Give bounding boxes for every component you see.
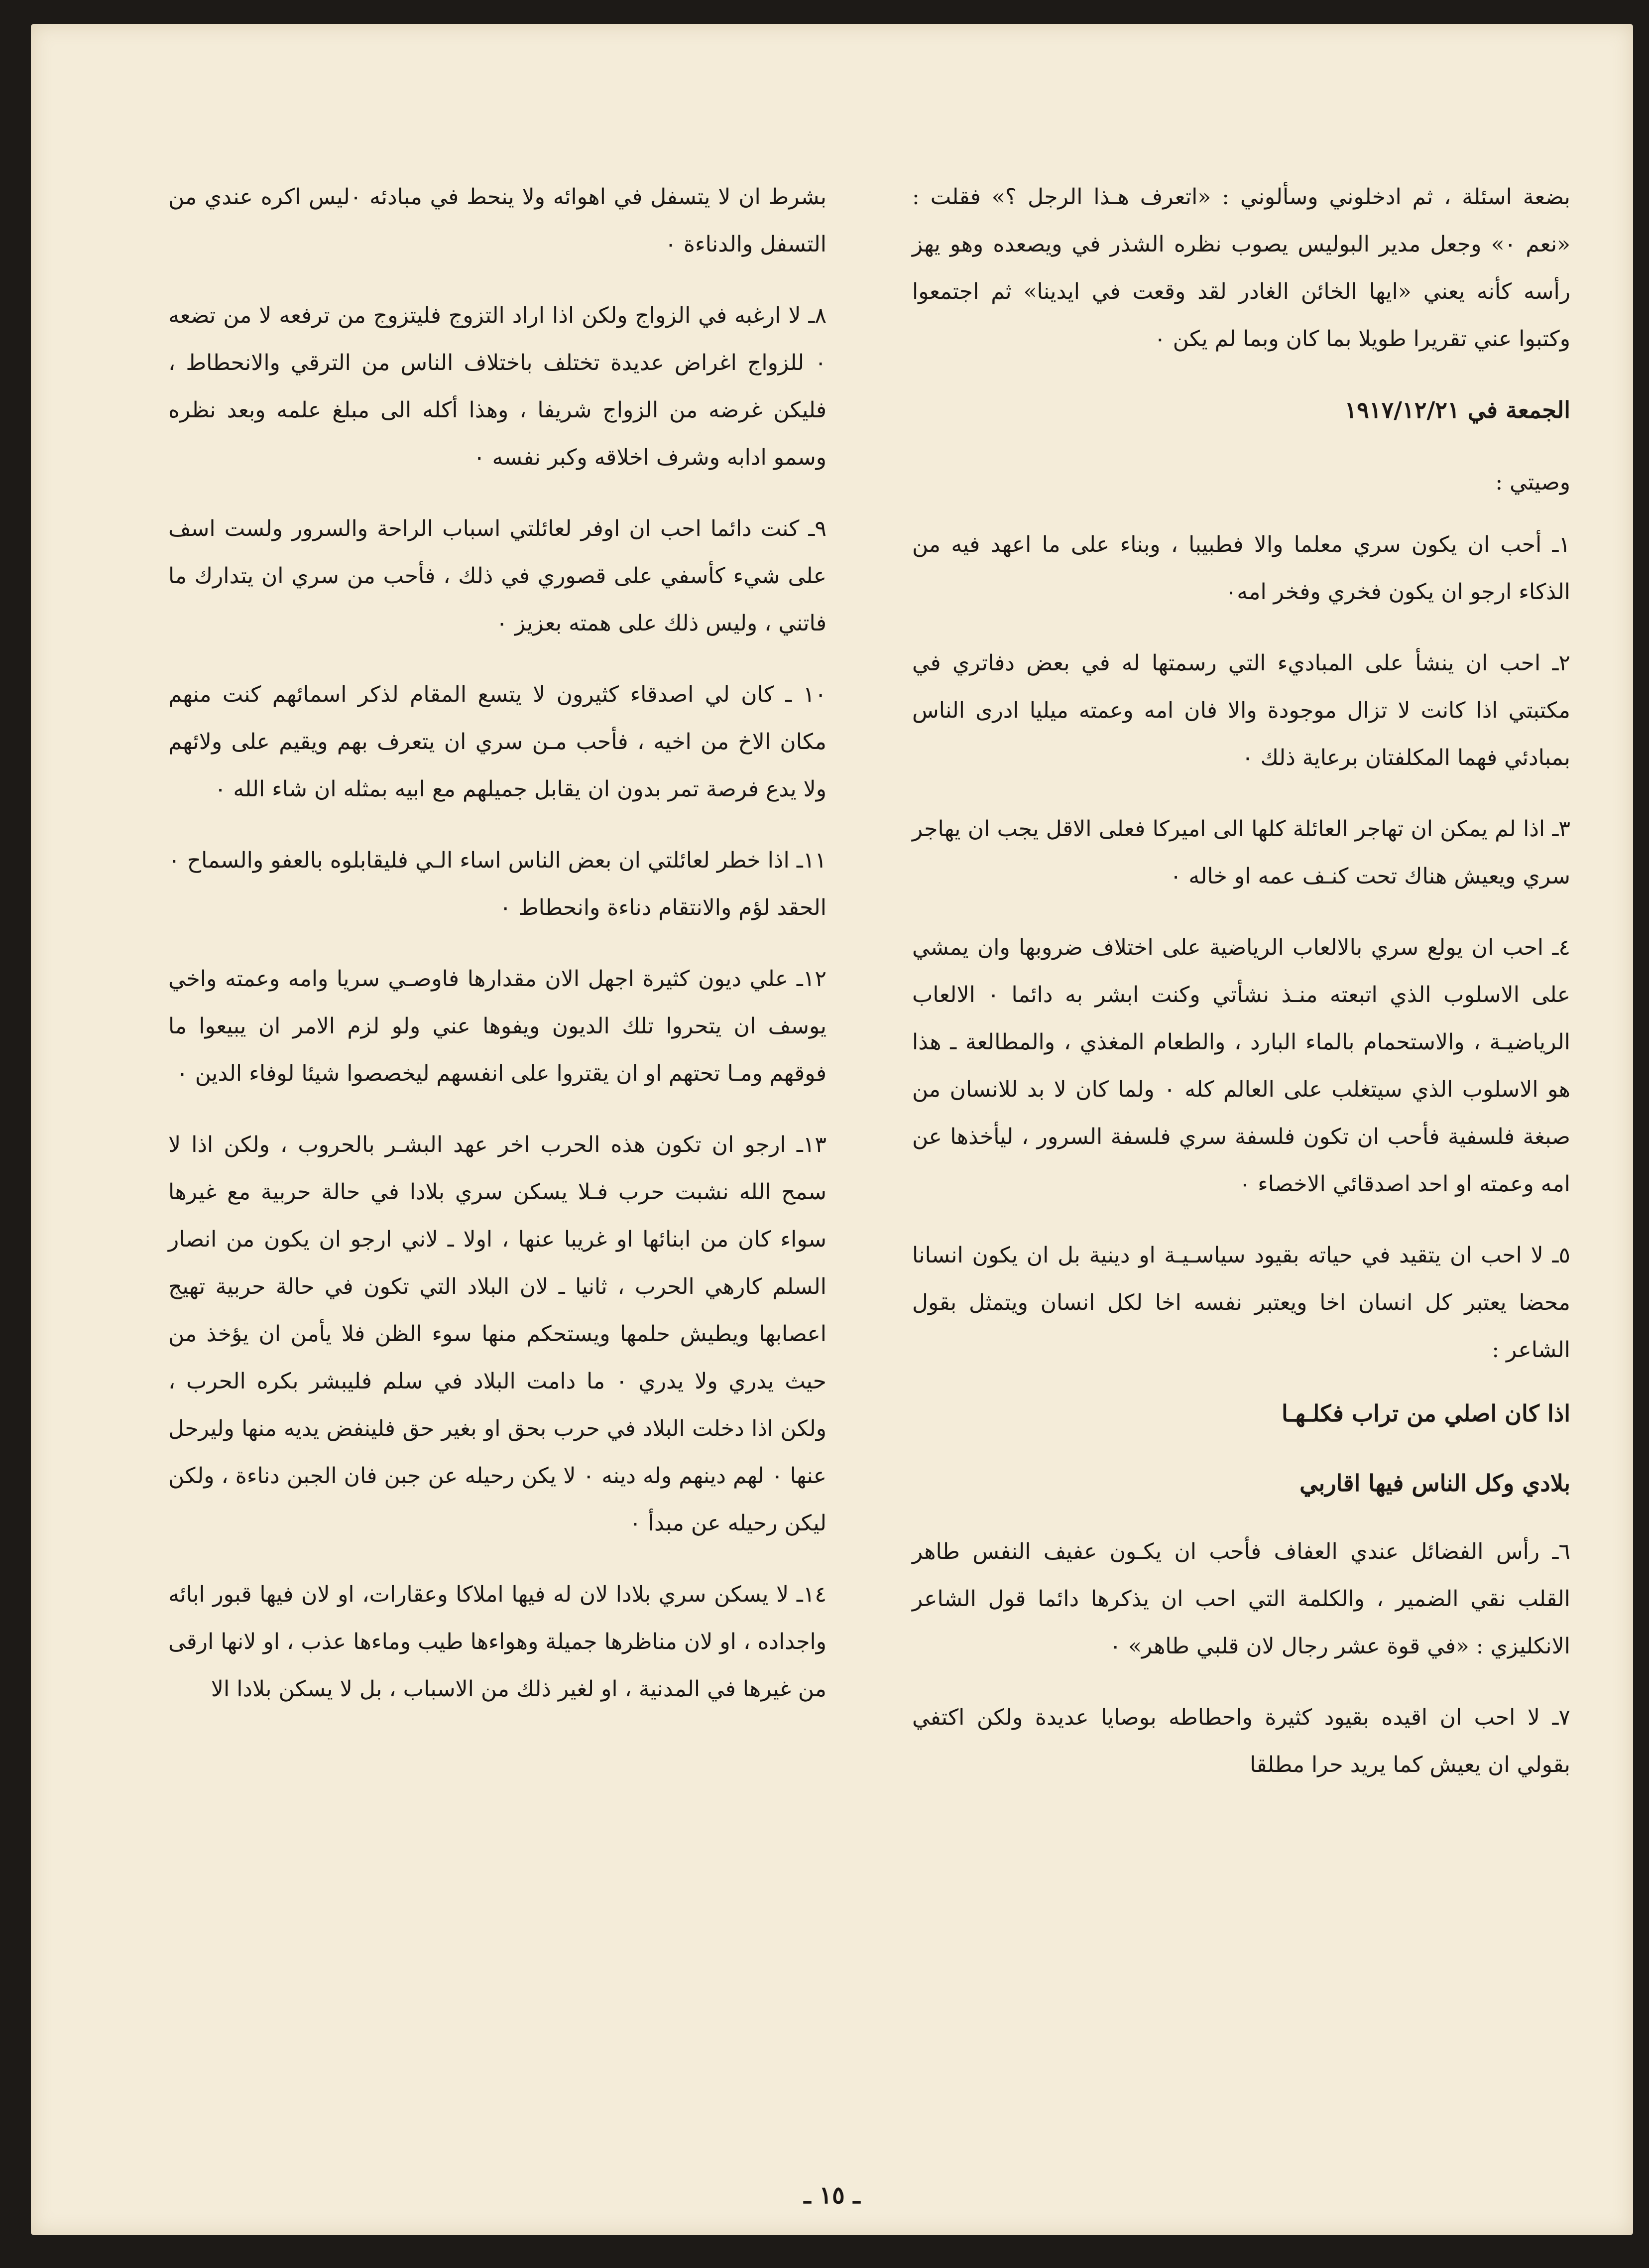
will-item-1: ١ـ أحب ان يكون سري معلما والا فطبيبا ، وبناء على ما اعهد فيه من الذكاء ارجو ان يكون فخري وفخر امه٠ <box>912 532 1570 605</box>
paragraph-continuation: بشرط ان لا يتسفل في اهوائه ولا ينحط في مبادئه ٠ليس اكره عندي من التسفل والدناءة ٠ <box>168 184 826 257</box>
will-item-11: ١١ـ اذا خطر لعائلتي ان بعض الناس اساء الـي فليقابلوه بالعفو والسماح ٠ الحقد لؤم والانتقام دناءة وانحطاط ٠ <box>168 848 826 920</box>
will-item-6: ٦ـ رأس الفضائل عندي العفاف فأحب ان يكـون عفيف النفس طاهر القلب نقي الضمير ، والكلمة التي احب ان يذكرها دائما قول الشاعر الانكليزي : «في قوة عشر رجال لان قلبي طاهر» ٠ <box>912 1539 1570 1659</box>
paragraph-intro: بضعة اسئلة ، ثم ادخلوني وسألوني : «اتعرف هـذا الرجل ؟» فقلت : «نعم ٠» وجعل مدير البوليس يصوب نظره الشذر في ويصعده وهو يهز رأسه كأنه يعني «ايها الخائن الغادر لقد وقعت في ايدينا» ثم اجتمعوا وكتبوا عني تقريرا طويلا بما كان وبما لم يكن ٠ <box>912 184 1570 352</box>
will-item-7: ٧ـ لا احب ان اقيده بقيود كثيرة واحطاطه بوصايا عديدة ولكن اكتفي بقولي ان يعيش كما يريد حرا مطلقا <box>912 1705 1570 1777</box>
verse-line-2: بلادي وكل الناس فيها اقاربي <box>1299 1470 1570 1497</box>
will-label: وصيتي : <box>1495 470 1570 495</box>
will-item-12: ١٢ـ علي ديون كثيرة اجهل الان مقدارها فاوصـي سريا وامه وعمته واخي يوسف ان يتحروا تلك الديون ويفوها عني ولو لزم الامر ان يبيعوا ما فوقهم ومـا تحتهم او ان يقتروا على انفسهم ليخصصوا شيئا لوفاء الدين ٠ <box>168 966 826 1086</box>
will-item-13: ١٣ـ ارجو ان تكون هذه الحرب اخر عهد البشـر بالحروب ، ولكن اذا لا سمح الله نشبت حرب فـلا يسكن سري بلادا في حالة حربية مع غيرها سواء كان من ابنائها او غريبا عنها ، اولا ـ لاني ارجو ان يكون من انصار السلم كارهي الحرب ، ثانيا ـ لان البلاد التي تكون في حالة حربية تهيج اعصابها ويطيش حلمها ويستحكم منها سوء الظن فلا يأمن ان يؤخذ من حيث يدري ولا يدري ٠ ما دامت البلاد في سلم فليبشر بكره الحرب ، ولكن اذا دخلت البلاد في حرب بحق او بغير حق فلينفض يديه منها وليرحل عنها ٠ لهم دينهم وله دينه ٠ لا يكن رحيله عن جبن فان الجبن دناءة ، ولكن ليكن رحيله عن مبدأ ٠ <box>168 1132 826 1536</box>
document-page <box>31 24 1633 2235</box>
will-item-9: ٩ـ كنت دائما احب ان اوفر لعائلتي اسباب الراحة والسرور ولست اسف على شيء كأسفي على قصوري في ذلك ، فأحب من سري ان يتدارك ما فاتني ، وليس ذلك على همته بعزيز ٠ <box>168 516 826 636</box>
will-item-5: ٥ـ لا احب ان يتقيد في حياته بقيود سياسـيـة او دينية بل ان يكون انسانا محضا يعتبر كل انسان اخا ويعتبر نفسه اخا لكل انسان ويتمثل بقول الشاعر : <box>912 1243 1570 1363</box>
will-item-14: ١٤ـ لا يسكن سري بلادا لان له فيها املاكا وعقارات، او لان فيها قبور ابائه واجداده ، او لان مناظرها جميلة وهواءها طيب وماءها عذب ، او لانها ارقى من غيرها في المدنية ، او لغير ذلك من الاسباب ، بل لا يسكن بلادا الا <box>168 1582 826 1702</box>
will-item-10: ١٠ ـ كان لي اصدقاء كثيرون لا يتسع المقام لذكر اسمائهم كنت منهم مكان الاخ من اخيه ، فأحب مـن سري ان يتعرف بهم ويقيم على ولائهم ولا يدع فرصة تمر بدون ان يقابل جميلهم مع ابيه بمثله ان شاء الله ٠ <box>168 682 826 802</box>
will-item-4: ٤ـ احب ان يولع سري بالالعاب الرياضية على اختلاف ضروبها وان يمشي على الاسلوب الذي اتبعته منـذ نشأتي وكنت ابشر به دائما ٠ الالعاب الرياضيـة ، والاستحمام بالماء البارد ، والطعام المغذي ، والمطالعة ـ هذا هو الاسلوب الذي سيتغلب على العالم كله ٠ ولما كان لا بد للانسان من صبغة فلسفية فأحب ان تكون فلسفة سري فلسفة السرور ، ليأخذها عن امه وعمته او احد اصدقائي الاخصاء ٠ <box>912 935 1571 1197</box>
page-number: ـ ١٥ ـ <box>804 2181 860 2209</box>
will-item-2: ٢ـ احب ان ينشأ على المباديء التي رسمتها له في بعض دفاتري في مكتبتي اذا كانت لا تزال موجودة والا فان امه وعمته ميليا ادرى الناس بمبادئي فهما المكلفتان برعاية ذلك ٠ <box>912 650 1570 770</box>
left-column <box>168 173 826 1737</box>
will-item-8: ٨ـ لا ارغبه في الزواج ولكن اذا اراد التزوج فليتزوج من ترفعه لا من تضعه ٠ للزواج اغراض عديدة تختلف باختلاف الناس من الترقي والانحطاط ، فليكن غرضه من الزواج شريفا ، وهذا أكله الى مبلغ علمه وبعد نظره وسمو ادابه وشرف اخلاقه وكبر نفسه ٠ <box>168 303 826 470</box>
right-column <box>912 173 1570 1812</box>
will-item-3: ٣ـ اذا لم يمكن ان تهاجر العائلة كلها الى اميركا فعلى الاقل يجب ان يهاجر سري ويعيش هناك تحت كنـف عمه او خاله ٠ <box>912 816 1570 889</box>
verse-line-1: اذا كان اصلي من تراب فكلـهـا <box>1282 1400 1570 1427</box>
date-heading: الجمعة في ١٩١٧/١٢/٢١ <box>1344 396 1570 423</box>
